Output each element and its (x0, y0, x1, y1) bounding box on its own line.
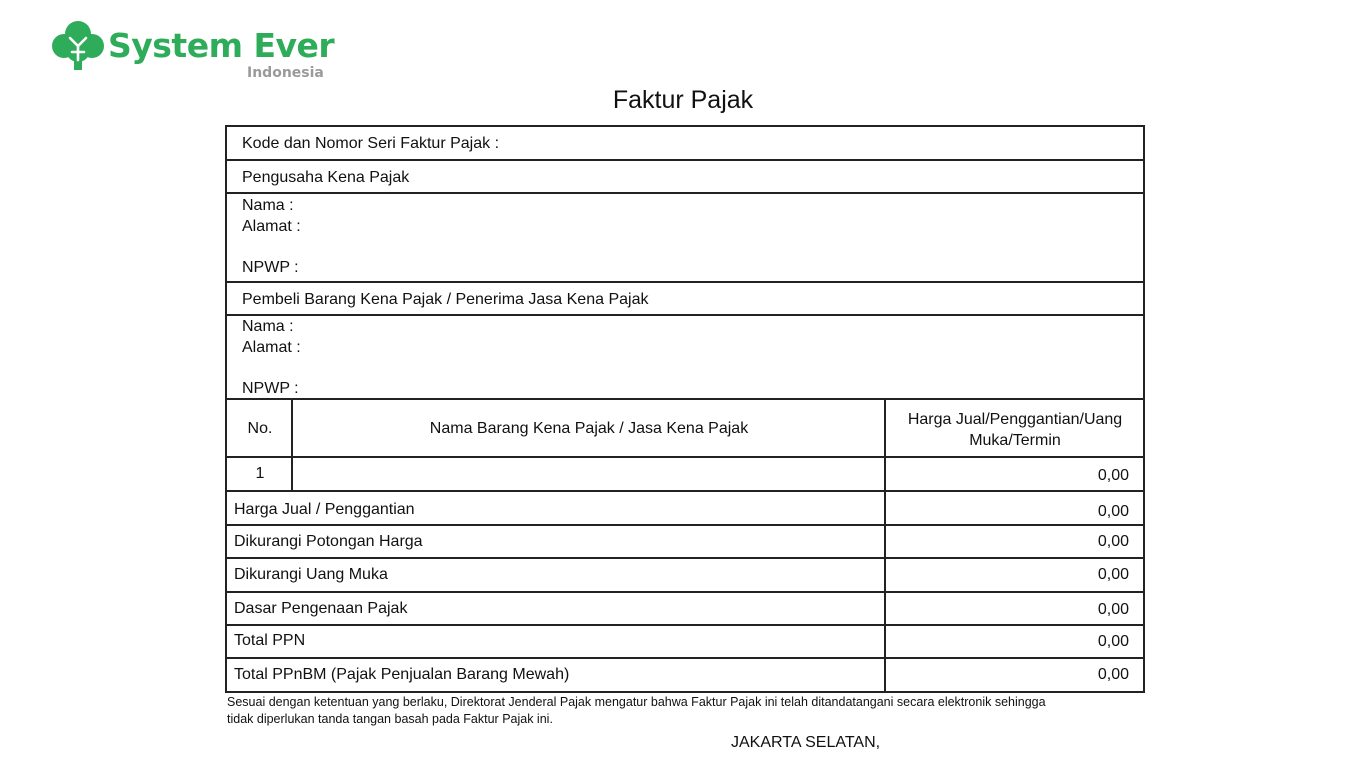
summary-row-ppnbm (227, 659, 1143, 691)
summary-value: 0,00 (1097, 533, 1129, 550)
footnote-line1: Sesuai dengan ketentuan yang berlaku, Direktorat Jenderal Pajak mengatur bahwa Faktur Pajak ini telah ditandatangani secara elektronik sehingga (227, 695, 1046, 709)
col-no-header: No. (247, 420, 273, 437)
summary-label: Dasar Pengenaan Pajak (234, 600, 408, 617)
summary-row-dpp (227, 593, 1143, 626)
item-no: 1 (255, 465, 265, 482)
buyer-header-row (227, 283, 1143, 316)
summary-label: Total PPN (234, 632, 306, 649)
buyer-nama-label: Nama : (242, 318, 294, 335)
footnote (227, 694, 1127, 728)
col-nama-header: Nama Barang Kena Pajak / Jasa Kena Pajak (429, 420, 749, 437)
seller-alamat-label: Alamat : (242, 218, 301, 235)
logo-name: System Ever (108, 26, 335, 65)
seller-details (227, 194, 1143, 283)
kode-row (227, 127, 1143, 161)
buyer-details (227, 316, 1143, 400)
summary-label: Harga Jual / Penggantian (234, 501, 415, 518)
divider-harga (884, 400, 886, 691)
company-logo (50, 20, 340, 84)
seller-npwp-label: NPWP : (242, 259, 299, 276)
summary-value: 0,00 (1097, 503, 1129, 520)
col-harga-header (887, 409, 1143, 451)
invoice-frame (225, 125, 1145, 693)
summary-label: Total PPnBM (Pajak Penjualan Barang Mewah) (234, 666, 570, 683)
tree-logo-icon (50, 20, 106, 72)
buyer-npwp-label: NPWP : (242, 380, 299, 397)
table-row (227, 458, 1143, 492)
summary-row-harga-jual (227, 492, 1143, 526)
buyer-alamat-label: Alamat : (242, 339, 301, 356)
col-harga-header-line2: Muka/Termin (969, 432, 1061, 449)
buyer-header: Pembeli Barang Kena Pajak / Penerima Jasa Kena Pajak (242, 291, 649, 308)
items-header-row (227, 400, 1143, 458)
page-title: Faktur Pajak (612, 86, 754, 114)
signature-city: JAKARTA SELATAN, (731, 734, 881, 751)
seller-header-row (227, 161, 1143, 194)
summary-value: 0,00 (1097, 601, 1129, 618)
summary-row-uang-muka (227, 559, 1143, 593)
summary-value: 0,00 (1097, 566, 1129, 583)
summary-label: Dikurangi Potongan Harga (234, 533, 423, 550)
logo-subtitle: Indonesia (247, 65, 324, 81)
summary-label: Dikurangi Uang Muka (234, 566, 388, 583)
summary-value: 0,00 (1097, 666, 1129, 683)
divider-no (291, 400, 293, 492)
kode-label: Kode dan Nomor Seri Faktur Pajak : (242, 135, 500, 152)
summary-value: 0,00 (1097, 633, 1129, 650)
seller-header: Pengusaha Kena Pajak (242, 169, 410, 186)
summary-row-potongan (227, 526, 1143, 559)
col-harga-header-line1: Harga Jual/Penggantian/Uang (907, 411, 1123, 428)
item-harga: 0,00 (1097, 467, 1129, 484)
footnote-line2: tidak diperlukan tanda tangan basah pada Faktur Pajak ini. (227, 712, 553, 726)
seller-nama-label: Nama : (242, 197, 294, 214)
summary-row-ppn (227, 626, 1143, 659)
